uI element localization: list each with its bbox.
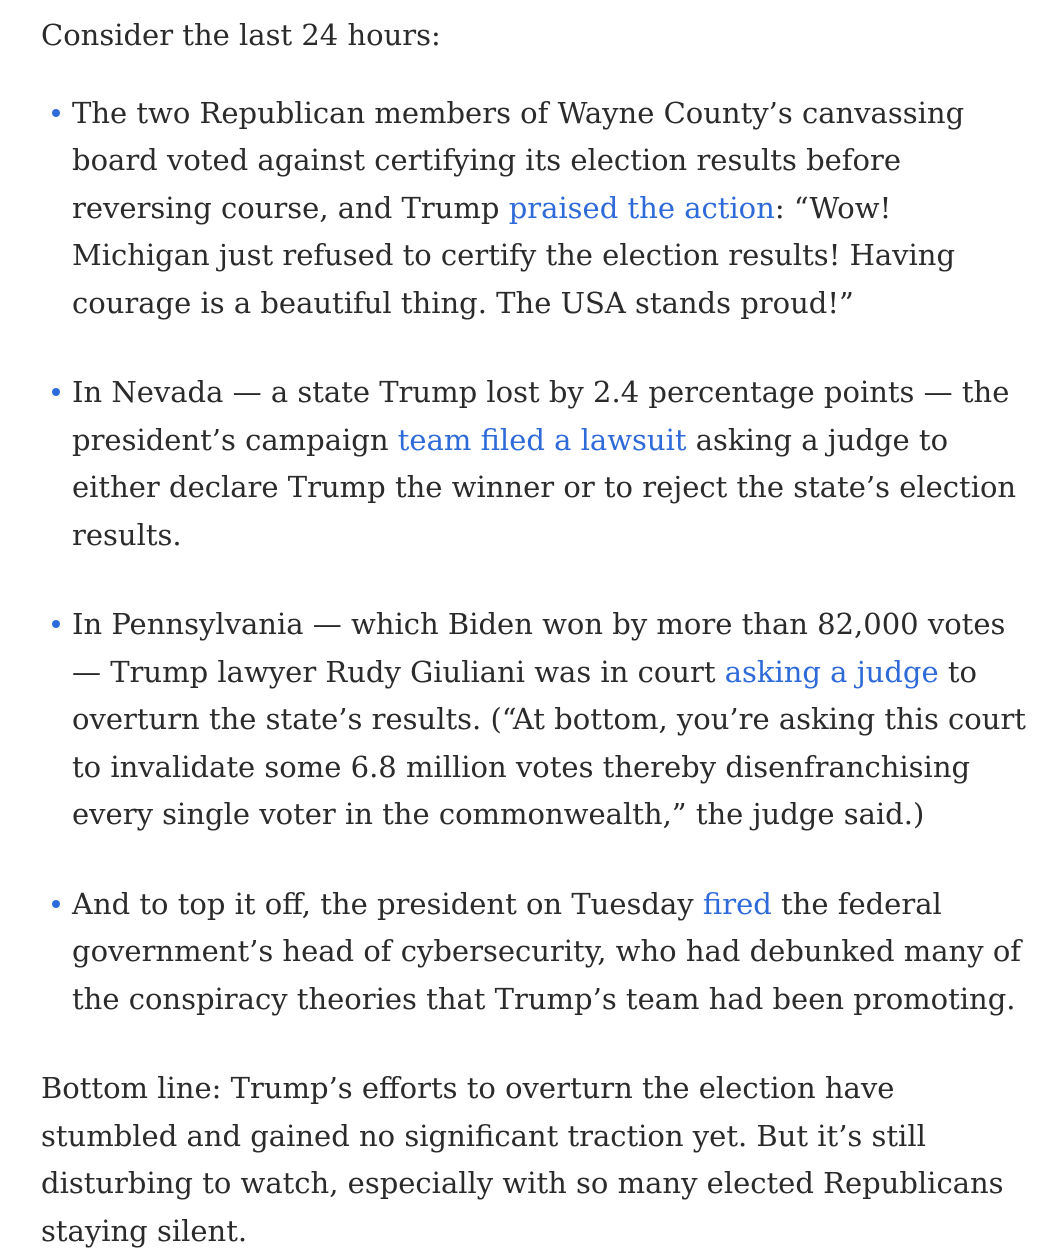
bullet-text-before: In Pennsylvania — which Biden won by more than 82,000 votes — Trump lawyer Rudy Giuliani was in court xyxy=(72,607,1006,689)
bullet-text-after: : “Wow! Michigan just refused to certify the election results! Having courage is a beautiful thing. The USA stands proud!” xyxy=(72,190,956,320)
bullet-text-after: to overturn the state’s results. (“At bottom, you’re asking this court to invalidate some 6.8 million votes thereby disenfranchising every single voter in the commonwealth,” the judge said.) xyxy=(72,654,1026,831)
intro-paragraph: Consider the last 24 hours: xyxy=(41,18,441,52)
bullet-dot-icon xyxy=(52,109,60,117)
fired-link[interactable]: fired xyxy=(702,886,772,921)
bullet-dot-icon xyxy=(52,620,60,628)
bullet-text-after: the federal government’s head of cybersecurity, who had debunked many of the conspiracy theories that Trump’s team had been promoting. xyxy=(72,886,1022,1016)
list-item xyxy=(41,369,1036,559)
bullet-dot-icon xyxy=(52,900,60,908)
bullet-text-after: asking a judge to either declare Trump the winner or to reject the state’s election results. xyxy=(72,422,1017,552)
bullet-text-before: And to top it off, the president on Tuesday xyxy=(72,886,703,921)
team-filed-a-lawsuit-link[interactable]: team filed a lawsuit xyxy=(397,422,687,457)
list-item xyxy=(41,601,1036,839)
bullet-text-before: In Nevada — a state Trump lost by 2.4 percentage points — the president’s campaign xyxy=(72,375,1010,457)
asking-a-judge-link[interactable]: asking a judge xyxy=(724,654,939,689)
bullet-text-before: The two Republican members of Wayne County’s canvassing board voted against certifying its election results before reversing course, and Trump xyxy=(72,95,965,225)
list-item xyxy=(41,90,1036,328)
list-item xyxy=(41,881,1036,1024)
bottom-line-paragraph: Bottom line: Trump’s efforts to overturn the election have stumbled and gained no significant traction yet. But it’s still disturbing to watch, especially with so many elected Republicans staying silent. xyxy=(41,1071,1004,1248)
bullet-list xyxy=(41,90,1036,1024)
article-body xyxy=(41,12,1036,1255)
praised-the-action-link[interactable]: praised the action xyxy=(508,190,775,225)
bullet-dot-icon xyxy=(52,388,60,396)
